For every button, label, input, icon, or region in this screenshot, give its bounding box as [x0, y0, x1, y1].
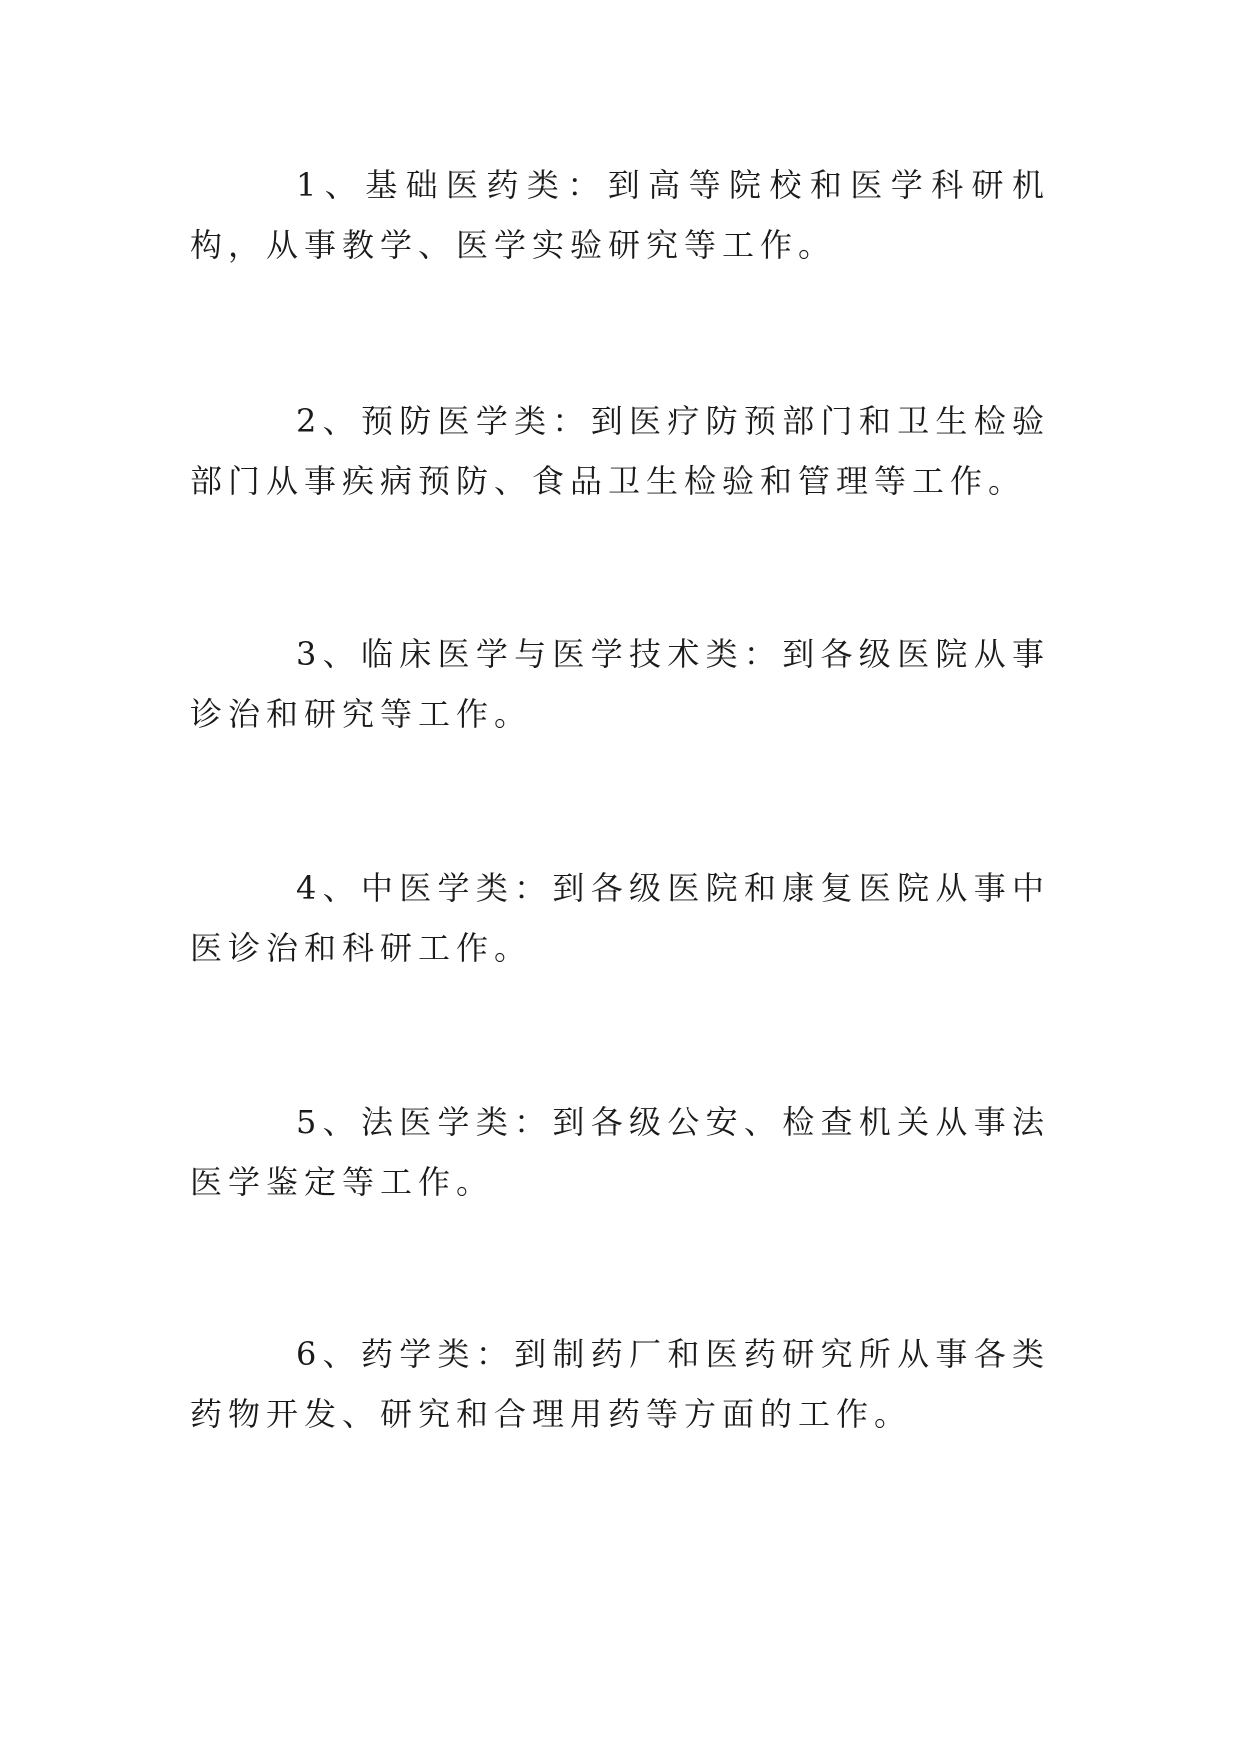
paragraph-text: 5、法医学类：到各级公安、检查机关从事法医学鉴定等工作。 [190, 1103, 1050, 1201]
paragraph-clinical-medicine [190, 624, 1050, 744]
paragraph-pharmacy [190, 1324, 1050, 1444]
paragraph-preventive-medicine [190, 391, 1050, 511]
paragraph-text: 1、基础医药类：到高等院校和医学科研机构，从事教学、医学实验研究等工作。 [190, 166, 1050, 264]
paragraph-text: 2、预防医学类：到医疗防预部门和卫生检验部门从事疾病预防、食品卫生检验和管理等工作。 [190, 402, 1050, 500]
paragraph-chinese-medicine [190, 858, 1050, 978]
paragraph-forensic-medicine [190, 1092, 1050, 1212]
paragraph-text: 3、临床医学与医学技术类：到各级医院从事诊治和研究等工作。 [190, 635, 1050, 733]
paragraph-text: 4、中医学类：到各级医院和康复医院从事中医诊治和科研工作。 [190, 869, 1050, 967]
paragraph-basic-medicine [190, 155, 1050, 275]
paragraph-text: 6、药学类：到制药厂和医药研究所从事各类药物开发、研究和合理用药等方面的工作。 [190, 1335, 1050, 1433]
